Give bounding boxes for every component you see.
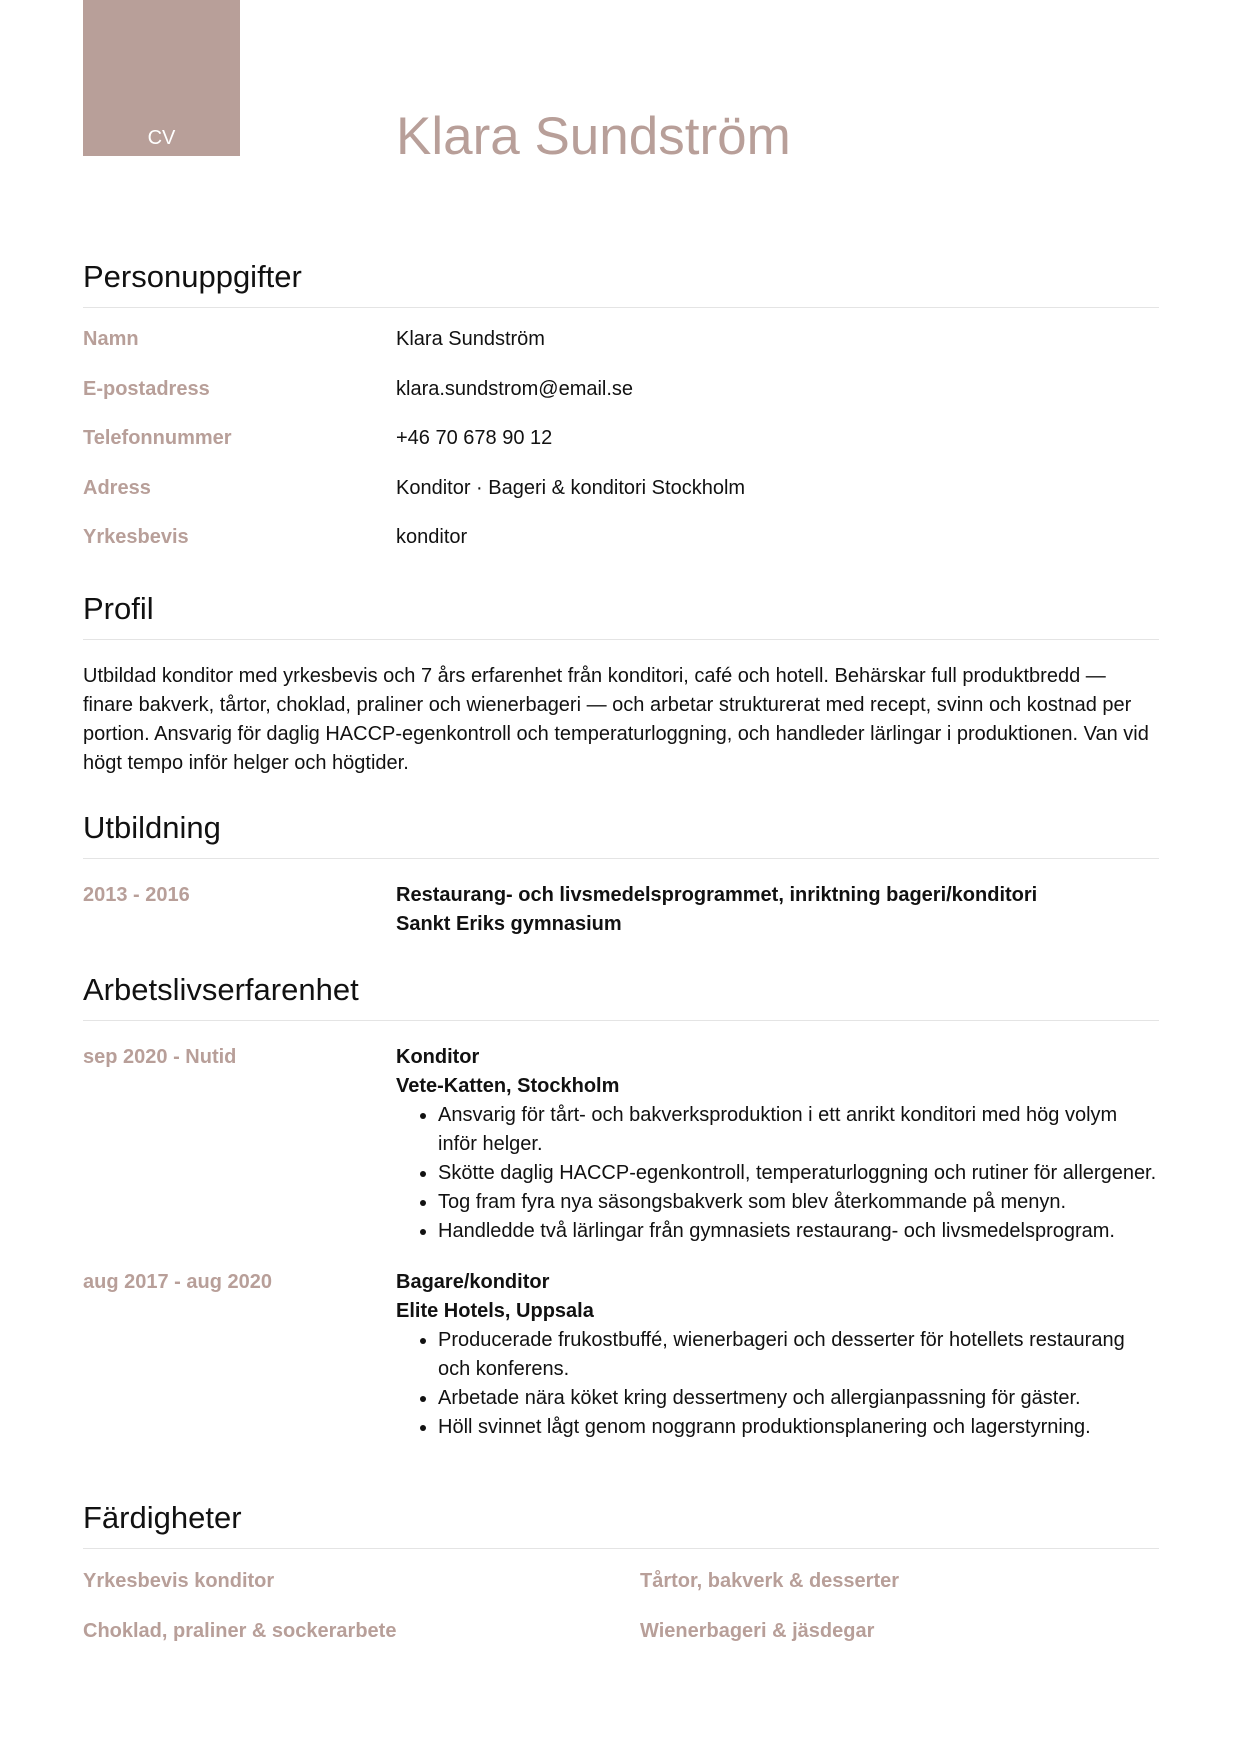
entry-institution: Sankt Eriks gymnasium — [396, 913, 622, 936]
detail-value: Klara Sundström — [396, 328, 545, 351]
section-education — [83, 809, 1159, 939]
entry-body — [396, 1268, 1159, 1442]
cv-badge-label: CV — [147, 127, 176, 149]
entry-date: 2013 - 2016 — [83, 884, 190, 907]
section-title-education: Utbildning — [83, 809, 1159, 859]
skill-item: Tårtor, bakverk & desserter — [640, 1570, 900, 1593]
entry-title: Restaurang- och livsmedelsprogrammet, inriktning bageri/konditori — [396, 884, 1038, 907]
entry-employer: Vete-Katten, Stockholm — [396, 1075, 620, 1098]
entry-date: sep 2020 - Nutid — [83, 1046, 237, 1069]
bullet-item: • Höll svinnet lågt genom noggrann produktionsplanering och lagerstyrning. — [438, 1413, 1159, 1442]
detail-value: Konditor · Bageri & konditori Stockholm — [396, 476, 746, 499]
detail-row-email — [83, 365, 1159, 415]
experience-entry — [83, 1268, 1159, 1442]
email-value[interactable]: klara.sundstrom@email.se — [396, 377, 634, 400]
section-experience — [83, 971, 1159, 1442]
section-personal — [83, 258, 1159, 563]
section-title-personal: Personuppgifter — [83, 258, 1159, 308]
bullet-item: • Handledde två lärlingar från gymnasiets restaurang- och livsmedelsprogram. — [438, 1217, 1159, 1246]
section-title-profile: Profil — [83, 590, 1159, 640]
entry-employer: Elite Hotels, Uppsala — [396, 1300, 594, 1323]
skill-item: Yrkesbevis konditor — [83, 1570, 275, 1593]
experience-entry — [83, 1043, 1159, 1246]
skill-item: Choklad, praliner & sockerarbete — [83, 1619, 397, 1642]
entry-body — [396, 1043, 1159, 1246]
personal-details — [83, 315, 1159, 563]
entry-body — [396, 881, 1159, 939]
entry-title: Bagare/konditor — [396, 1271, 550, 1294]
skills-grid — [83, 1557, 1159, 1656]
detail-label: Adress — [83, 476, 151, 499]
section-skills — [83, 1499, 1159, 1656]
entry-bullets — [396, 1326, 1159, 1442]
cv-badge — [83, 0, 240, 156]
profile-summary: Utbildad konditor med yrkesbevis och 7 års erfarenhet från konditori, café och hotell. Behärskar full produktbredd — finare bakverk, tårtor, choklad, praliner och wienerbageri — och arbetar strukturerat med recept, svinn och kostnad per portion. Ansvarig för daglig HACCP-egenkontroll och temperaturloggning, och handleder lärlingar i produktionen. Van vid högt tempo inför helger och högtider. — [83, 665, 1149, 775]
section-profile — [83, 590, 1159, 778]
bullet-item: • Arbetade nära köket kring dessertmeny och allergianpassning för gäster. — [438, 1384, 1159, 1413]
detail-label: E-postadress — [83, 377, 210, 400]
detail-label: Namn — [83, 328, 139, 351]
detail-row-certificate — [83, 513, 1159, 563]
education-entry — [83, 881, 1159, 939]
bullet-item: • Ansvarig för tårt- och bakverksproduktion i ett anrikt konditori med hög volym inför helger. — [438, 1101, 1159, 1159]
entry-date: aug 2017 - aug 2020 — [83, 1271, 272, 1294]
bullet-item: • Skötte daglig HACCP-egenkontroll, temperaturloggning och rutiner för allergener. — [438, 1159, 1159, 1188]
candidate-name-title: Klara Sundström — [396, 107, 791, 166]
phone-value: +46 70 678 90 12 — [396, 427, 553, 450]
entry-title: Konditor — [396, 1046, 480, 1069]
detail-row-address — [83, 464, 1159, 514]
bullet-item: • Producerade frukostbuffé, wienerbageri och desserter för hotellets restaurang och konferens. — [438, 1326, 1159, 1384]
detail-row-name — [83, 315, 1159, 365]
section-title-skills: Färdigheter — [83, 1499, 1159, 1549]
section-title-experience: Arbetslivserfarenhet — [83, 971, 1159, 1021]
detail-row-phone — [83, 414, 1159, 464]
detail-value: konditor — [396, 526, 468, 549]
entry-bullets — [396, 1101, 1159, 1246]
bullet-item: • Tog fram fyra nya säsongsbakverk som blev återkommande på menyn. — [438, 1188, 1159, 1217]
detail-label: Yrkesbevis — [83, 526, 189, 549]
skill-item: Wienerbageri & jäsdegar — [640, 1619, 875, 1642]
detail-label: Telefonnummer — [83, 427, 232, 450]
